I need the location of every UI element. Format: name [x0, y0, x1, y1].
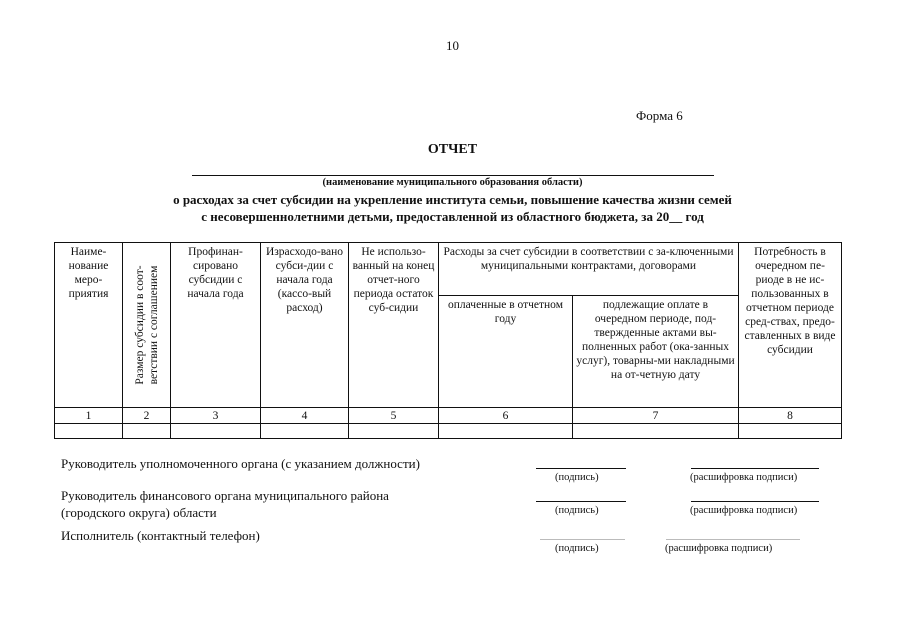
page-number: 10 — [446, 38, 459, 53]
column-number: 4 — [261, 408, 349, 424]
header-financed: Профинан-сировано субсидии с начала года — [171, 243, 261, 408]
header-spent: Израсходо-вано субси-дии с начала года (кассо-вый расход) — [261, 243, 349, 408]
signature-caption: (подпись) — [555, 543, 599, 554]
signature-decode-caption: (расшифровка подписи) — [690, 472, 798, 483]
header-contract-expenses: Расходы за счет субсидии в соответствии с за-ключенными муниципальными контрактами, договорами — [439, 243, 739, 296]
table-cell[interactable] — [55, 424, 123, 439]
signer-finance-body — [61, 487, 389, 521]
header-subsidy-size — [123, 243, 171, 408]
signature-decode-caption: (расшифровка подписи) — [665, 543, 773, 554]
table-cell[interactable] — [349, 424, 439, 439]
report-table — [54, 242, 842, 439]
table-row — [55, 424, 842, 439]
signer-authorized-body: Руководитель уполномоченного органа (с указанием должности) — [61, 456, 420, 471]
column-number: 6 — [439, 408, 573, 424]
signer-finance-line-2: (городского округа) области — [61, 505, 217, 520]
signature-decode-line — [691, 501, 819, 502]
form-label: Форма 6 — [636, 108, 683, 123]
signature-line — [536, 468, 626, 469]
report-subtitle — [0, 191, 905, 225]
column-number: 5 — [349, 408, 439, 424]
signature-decode-caption: (расшифровка подписи) — [690, 505, 798, 516]
signature-caption: (подпись) — [555, 472, 599, 483]
signature-caption: (подпись) — [555, 505, 599, 516]
signature-line — [540, 539, 625, 540]
subtitle-line-2: с несовершеннолетними детьми, предоставленной из областного бюджета, за 20__ год — [201, 209, 704, 224]
table-cell[interactable] — [261, 424, 349, 439]
subtitle-line-1: о расходах за счет субсидии на укрепление института семьи, повышение качества жизни семей — [173, 192, 732, 207]
column-number: 8 — [739, 408, 842, 424]
header-payable-next-period: подлежащие оплате в очередном периоде, под-твержденные актами вы-полненных работ (ока-занных услуг), товарны-ми накладными на от-четную дату — [573, 296, 739, 408]
report-title: ОТЧЕТ — [427, 142, 478, 157]
table-cell[interactable] — [171, 424, 261, 439]
header-unused-balance: Не использо-ванный на конец отчет-ного периода остаток суб-сидии — [349, 243, 439, 408]
municipality-fill-line — [192, 175, 714, 176]
table-cell[interactable] — [439, 424, 573, 439]
column-number: 2 — [123, 408, 171, 424]
signer-executor: Исполнитель (контактный телефон) — [61, 528, 260, 543]
header-activity-name: Наиме-нование меро-приятия — [55, 243, 123, 408]
signature-line — [536, 501, 626, 502]
table-cell[interactable] — [123, 424, 171, 439]
header-next-period-need: Потребность в очередном пе-риоде в не ис-пользованных в отчетном периоде сред-ствах, предо-ставленных в виде субсидии — [739, 243, 842, 408]
table-cell[interactable] — [573, 424, 739, 439]
column-numbers-row — [55, 408, 842, 424]
header-subsidy-size-text: Размер субсидии в соот-ветствии с соглашением — [133, 265, 160, 385]
signature-decode-line — [666, 539, 800, 540]
table-cell[interactable] — [739, 424, 842, 439]
header-paid-this-year: оплаченные в отчетном году — [439, 296, 573, 408]
signature-decode-line — [691, 468, 819, 469]
column-number: 3 — [171, 408, 261, 424]
municipality-caption: (наименование муниципального образования области) — [322, 177, 583, 188]
signer-finance-line-1: Руководитель финансового органа муниципального района — [61, 488, 389, 503]
column-number: 7 — [573, 408, 739, 424]
column-number: 1 — [55, 408, 123, 424]
